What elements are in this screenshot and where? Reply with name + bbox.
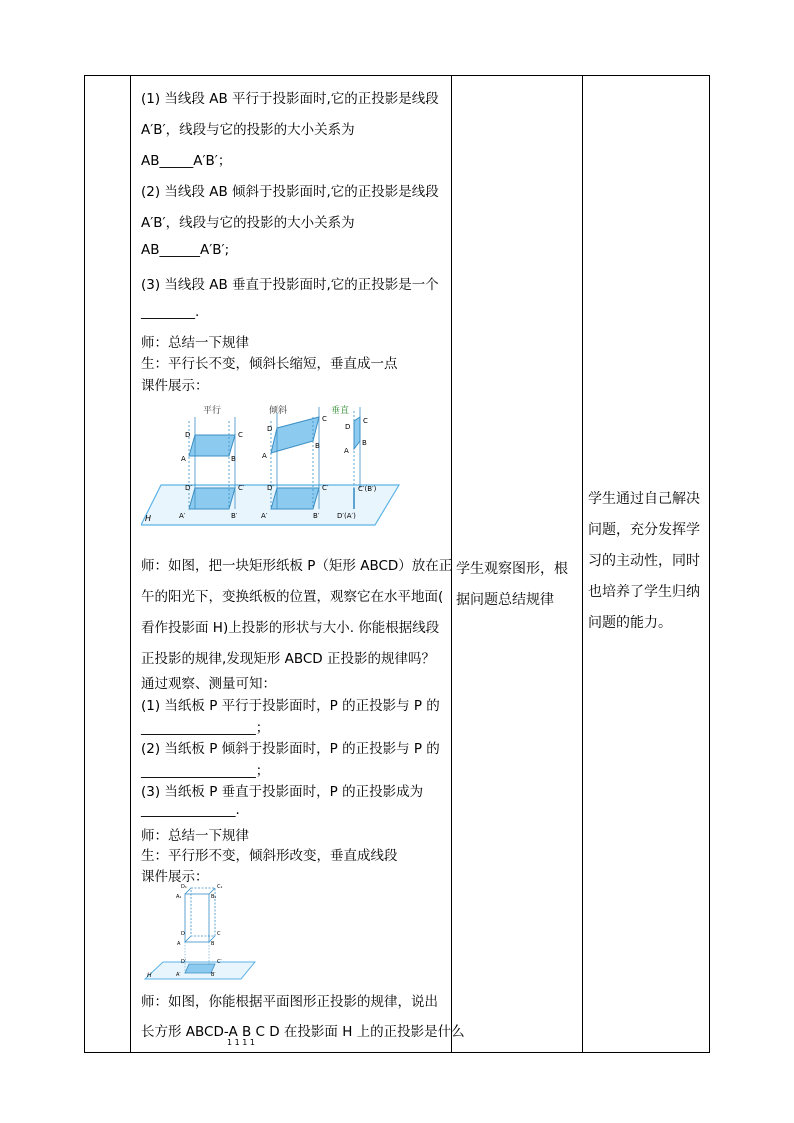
content-line: 长方形 ABCD-A B C D 在投影面 H 上的正投影是什么 xyxy=(141,1024,465,1040)
content-line: (3) 当线段 AB 垂直于投影面时,它的正投影是一个 xyxy=(141,277,439,293)
content-line: (2) 当纸板 P 倾斜于投影面时，P 的正投影与 P 的 xyxy=(141,741,440,757)
content-line: (1) 当线段 AB 平行于投影面时,它的正投影是线段 xyxy=(141,91,439,107)
content-line: 生：平行形不变，倾斜形改变，垂直成线段 xyxy=(141,848,398,864)
content-line: _________________； xyxy=(141,763,270,779)
svg-text:A′: A′ xyxy=(176,972,181,978)
svg-text:D′(A′): D′(A′) xyxy=(337,512,356,520)
svg-text:B: B xyxy=(315,442,320,450)
svg-text:B′: B′ xyxy=(231,512,238,520)
svg-text:D: D xyxy=(345,423,351,431)
content-line: AB______A′B′; xyxy=(141,242,230,258)
column-divider xyxy=(130,76,131,1052)
svg-text:C: C xyxy=(238,431,243,439)
svg-text:D′: D′ xyxy=(181,959,186,965)
svg-text:A′: A′ xyxy=(261,512,268,520)
figure-label: 倾斜 xyxy=(269,406,288,416)
content-line: 午的阳光下，变换纸板的位置，观察它在水平地面( xyxy=(141,589,444,605)
design-intent-line: 习的主动性，同时 xyxy=(588,553,700,569)
svg-text:A₁: A₁ xyxy=(176,894,182,900)
content-line: A′B′，线段与它的投影的大小关系为 xyxy=(141,215,355,231)
content-line: (2) 当线段 AB 倾斜于投影面时,它的正投影是线段 xyxy=(141,184,439,200)
figure-label: 垂直 xyxy=(331,406,350,416)
content-line: 看作投影面 H)上投影的形状与大小. 你能根据线段 xyxy=(141,620,440,636)
design-intent-line: 学生通过自己解决 xyxy=(588,491,700,507)
content-line: 课件展示： xyxy=(141,869,209,885)
svg-text:D: D xyxy=(185,431,191,439)
svg-text:B: B xyxy=(231,455,236,463)
content-line: A′B′，线段与它的投影的大小关系为 xyxy=(141,122,355,138)
content-line: 师：总结一下规律 xyxy=(141,828,249,844)
svg-text:A: A xyxy=(181,455,186,463)
svg-text:D₁: D₁ xyxy=(181,884,187,890)
content-line: 正投影的规律,发现矩形 ABCD 正投影的规律吗？ xyxy=(141,651,435,667)
svg-text:H: H xyxy=(147,972,152,979)
svg-text:B₁: B₁ xyxy=(211,894,217,900)
design-intent-line: 问题的能力。 xyxy=(588,615,672,631)
svg-text:B′: B′ xyxy=(211,972,216,978)
student-activity-line: 据问题总结规律 xyxy=(456,592,554,608)
content-line: _________________； xyxy=(141,720,270,736)
svg-text:C: C xyxy=(363,417,368,425)
design-intent-line: 也培养了学生归纳 xyxy=(588,584,700,600)
svg-text:C′: C′ xyxy=(238,484,245,492)
svg-text:D: D xyxy=(267,425,273,433)
content-line: 课件展示： xyxy=(141,378,209,394)
projection-figure-1 xyxy=(141,401,403,531)
content-line: (3) 当纸板 P 垂直于投影面时，P 的正投影成为 xyxy=(141,784,424,800)
svg-text:D: D xyxy=(181,931,185,937)
content-line: ______________. xyxy=(141,802,240,818)
subscript-line: 1 1 1 1 xyxy=(227,1038,255,1047)
student-activity-line: 学生观察图形，根 xyxy=(456,561,568,577)
svg-text:C′: C′ xyxy=(322,484,329,492)
column-divider xyxy=(582,76,583,1052)
content-line: (1) 当纸板 P 平行于投影面时，P 的正投影与 P 的 xyxy=(141,698,440,714)
svg-text:C′: C′ xyxy=(217,959,222,965)
svg-text:D′: D′ xyxy=(185,484,192,492)
svg-text:A′: A′ xyxy=(179,512,186,520)
svg-text:A: A xyxy=(177,941,181,947)
design-intent-column xyxy=(588,484,706,639)
content-line: AB_____A′B′； xyxy=(141,153,232,169)
svg-text:H: H xyxy=(145,514,152,523)
svg-text:D′: D′ xyxy=(267,484,274,492)
svg-text:B′: B′ xyxy=(313,512,320,520)
svg-text:B: B xyxy=(362,439,367,447)
student-activity-column xyxy=(456,554,580,616)
content-line: ________. xyxy=(141,304,200,320)
figure-label: 平行 xyxy=(203,406,222,416)
content-line: 生：平行长不变，倾斜长缩短，垂直成一点 xyxy=(141,356,398,372)
projection-figure-2 xyxy=(143,882,263,982)
svg-text:A: A xyxy=(262,452,267,460)
content-line: 师：总结一下规律 xyxy=(141,335,249,351)
content-line: 通过观察、测量可知： xyxy=(141,676,276,692)
svg-text:C′(B′): C′(B′) xyxy=(358,485,377,493)
design-intent-line: 问题，充分发挥学 xyxy=(588,522,700,538)
lesson-table xyxy=(84,75,710,1053)
svg-text:C: C xyxy=(217,931,221,937)
svg-text:B: B xyxy=(211,941,215,947)
svg-text:C: C xyxy=(322,415,327,423)
content-line: 师：如图，你能根据平面图形正投影的规律，说出 xyxy=(141,994,438,1010)
svg-text:C₁: C₁ xyxy=(217,884,223,890)
content-line: 师：如图，把一块矩形纸板 P（矩形 ABCD）放在正 xyxy=(141,558,453,574)
svg-text:A: A xyxy=(344,447,349,455)
